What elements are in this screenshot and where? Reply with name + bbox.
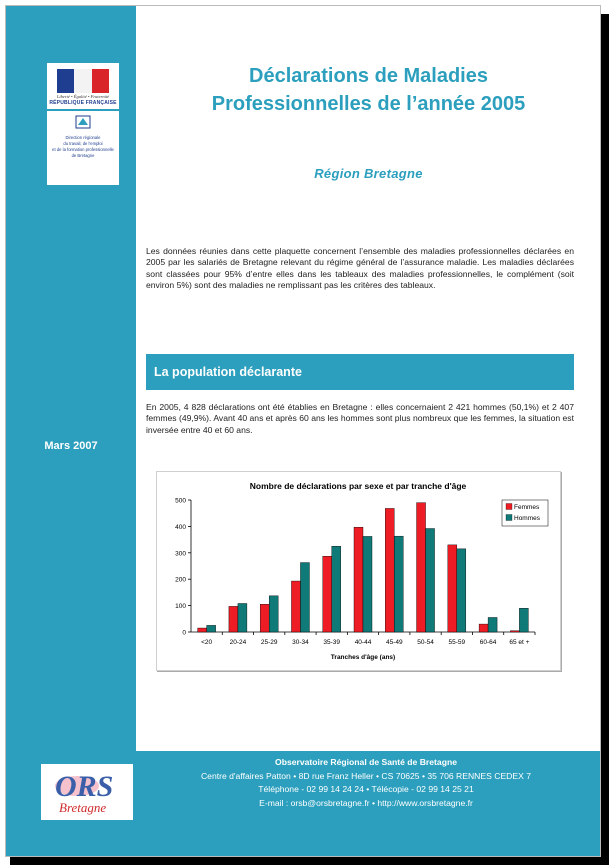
legend-label: Femmes xyxy=(514,504,540,511)
bar-femmes xyxy=(385,508,394,632)
legend-swatch xyxy=(506,504,512,510)
bar-femmes xyxy=(323,556,332,632)
bar-hommes xyxy=(300,563,309,632)
x-tick-label: 30-34 xyxy=(292,639,309,646)
bar-hommes xyxy=(363,536,372,632)
bar-femmes xyxy=(229,606,238,632)
marianne-flag-icon xyxy=(57,69,109,93)
bar-femmes xyxy=(260,604,269,632)
bar-hommes xyxy=(207,625,216,632)
y-tick-label: 500 xyxy=(175,497,186,505)
x-tick-label: 65 et + xyxy=(509,639,530,646)
legend-swatch xyxy=(506,515,512,521)
logo-republic: RÉPUBLIQUE FRANÇAISE xyxy=(49,100,117,106)
section-heading: La population déclarante xyxy=(146,354,574,390)
footer-email-link[interactable]: E-mail : orsb@orsbretagne.fr • http://www.orsbretagne.fr xyxy=(259,797,473,808)
drtefp-emblem-icon xyxy=(75,115,91,129)
x-tick-label: 20-24 xyxy=(229,639,247,646)
logo-direction-line: du travail, de l'emploi xyxy=(63,141,103,146)
x-tick-label: 40-44 xyxy=(354,639,372,646)
y-tick-label: 0 xyxy=(182,629,186,637)
title-line-1: Déclarations de Maladies xyxy=(249,65,488,87)
government-logo xyxy=(47,63,119,185)
ors-logo-icon xyxy=(41,764,133,820)
ors-bretagne-logo xyxy=(41,764,133,820)
bar-hommes xyxy=(488,617,497,632)
bar-hommes xyxy=(238,603,247,632)
ors-logo-region: Bretagne xyxy=(59,800,107,815)
y-tick-label: 100 xyxy=(175,603,186,611)
footer-phone: Téléphone - 02 99 14 24 24 • Télécopie - 02 99 14 25 21 xyxy=(258,784,474,794)
chart-svg xyxy=(157,472,560,670)
bar-hommes xyxy=(394,536,403,632)
logo-direction-line: et de la formation professionnelle xyxy=(52,147,114,152)
section-paragraph: En 2005, 4 828 déclarations ont été établies en Bretagne : elles concernaient 2 421 hommes (50,1%) et 2 407 femmes (49,9%). Avant 40 ans et après 60 ans les hommes sont plus nombreux que les femmes, la situation est inversée entre 40 et 60 ans. xyxy=(146,402,574,435)
bar-femmes xyxy=(291,581,300,632)
bar-femmes xyxy=(448,545,457,632)
page-title xyxy=(141,62,596,118)
y-tick-label: 400 xyxy=(175,523,186,531)
bar-femmes xyxy=(417,503,426,632)
x-tick-label: 25-29 xyxy=(260,639,278,646)
footer-address: Centre d'affaires Patton • 8D rue Franz Heller • CS 70625 • 35 706 RENNES CEDEX 7 xyxy=(200,770,532,781)
x-axis-title: Tranches d'âge (ans) xyxy=(330,654,396,661)
logo-direction-text xyxy=(49,135,117,159)
x-tick-label: <20 xyxy=(201,639,213,646)
region-subtitle: Région Bretagne xyxy=(314,166,423,181)
x-tick-label: 50-54 xyxy=(417,639,434,646)
logo-direction-line: Direction régionale xyxy=(65,135,101,140)
bar-hommes xyxy=(332,546,341,632)
bar-femmes xyxy=(198,628,207,632)
page-shadow-right xyxy=(600,14,609,865)
bar-femmes xyxy=(354,527,363,632)
x-tick-label: 35-39 xyxy=(323,639,341,646)
ors-logo-text: ORS xyxy=(55,770,114,803)
bar-femmes xyxy=(510,631,519,632)
bar-hommes xyxy=(426,529,435,632)
bar-femmes xyxy=(479,624,488,632)
bar-hommes xyxy=(269,596,278,632)
logo-motto: Liberté • Égalité • Fraternité xyxy=(56,94,110,99)
publication-date: Mars 2007 xyxy=(44,440,98,452)
bar-chart xyxy=(156,471,561,671)
y-tick-label: 300 xyxy=(175,550,186,558)
legend-label: Hommes xyxy=(514,515,541,522)
footer-contact xyxy=(156,756,576,810)
page-shadow-bottom xyxy=(10,856,609,865)
document-page xyxy=(5,5,601,857)
bar-hommes xyxy=(457,549,466,632)
logo-divider xyxy=(47,109,119,111)
logo-direction-line: de Bretagne xyxy=(71,153,95,158)
chart-title: Nombre de déclarations par sexe et par tranche d'âge xyxy=(249,481,467,491)
footer-org: Observatoire Régional de Santé de Bretagne xyxy=(275,757,457,767)
title-line-2: Professionnelles de l’année 2005 xyxy=(211,93,526,115)
x-tick-label: 45-49 xyxy=(385,639,403,646)
bar-hommes xyxy=(519,608,528,632)
intro-paragraph: Les données réunies dans cette plaquette concernent l’ensemble des maladies professionnelles déclarées en 2005 par les salariés de Bretagne relevant du régime général de l’assurance maladie. Les maladies déclarées sont classées pour 95% d’entre elles dans les tableaux des maladies professionnelles, le complément (soit environ 5%) sont des maladies ne remplissant pas les critères des tableaux. xyxy=(146,246,574,290)
x-tick-label: 55-59 xyxy=(448,639,466,646)
y-tick-label: 200 xyxy=(175,576,186,584)
x-tick-label: 60-64 xyxy=(479,639,497,646)
